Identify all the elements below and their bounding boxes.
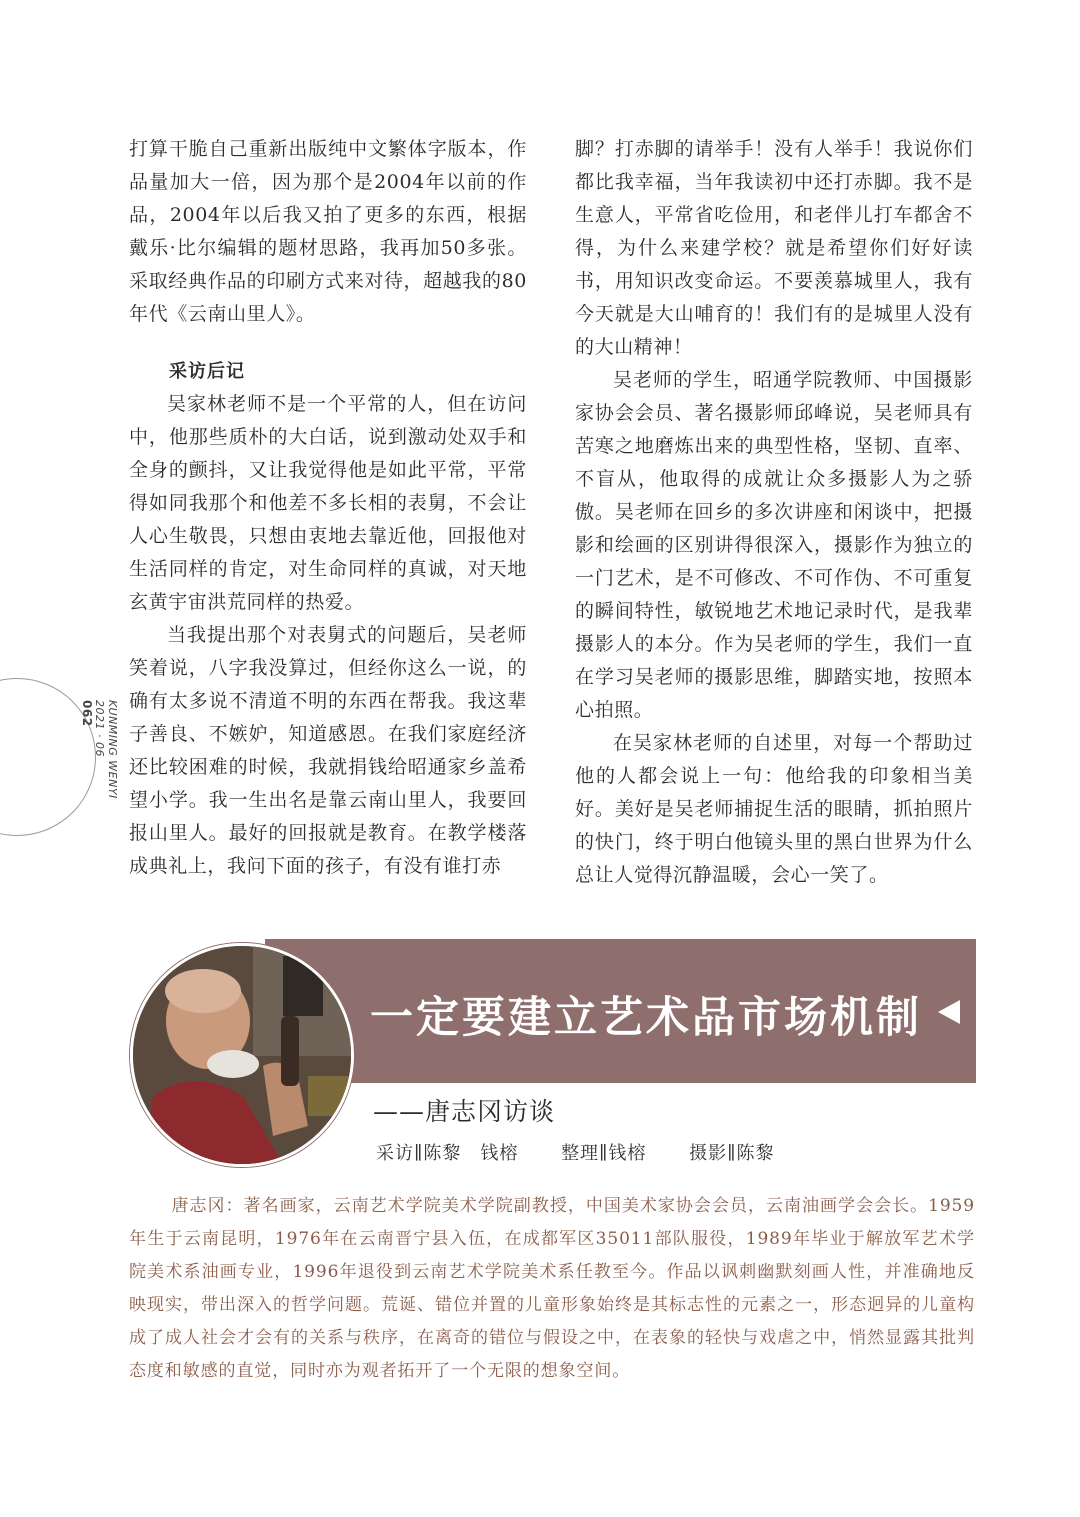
portrait-illustration (133, 946, 351, 1164)
credits-line (376, 1139, 810, 1165)
paragraph: 吴家林老师不是一个平常的人，但在访问中，他那些质朴的大白话，说到激动处双手和全身的颤抖，又让我觉得他是如此平常，平常得如同我那个和他差不多长相的表舅，不会让人心生敬畏，只想由衷地去靠近他，回报他对生活同样的肯定，对生命同样的真诚，对天地玄黄宇宙洪荒同样的热爱。 (129, 393, 527, 613)
section-heading: 采访后记 (169, 361, 245, 382)
bio-paragraph: 唐志冈：著名画家，云南艺术学院美术学院副教授，中国美术家协会会员，云南油画学会会长。1959年生于云南昆明，1976年在云南晋宁县入伍，在成都军区35011部队服役，1989年毕业于解放军艺术学院美术系油画专业，1996年退役到云南艺术学院美术系任教至今。作品以讽刺幽默刻画人性，并准确地反映现实，带出深入的哲学问题。荒诞、错位并置的儿童形象始终是其标志性的元素之一，形态迥异的儿童构成了成人社会才会有的关系与秩序，在离奇的错位与假设之中，在表象的轻快与戏虐之中，悄然显露其批判态度和敏感的直觉，同时亦为观者拓开了一个无限的想象空间。 (129, 1196, 975, 1381)
page-badge-text (80, 700, 119, 799)
play-left-arrow-icon (938, 1000, 960, 1024)
paragraph: 吴老师的学生，昭通学院教师、中国摄影家协会会员、著名摄影师邱峰说，吴老师具有苦寒之地磨炼出来的典型性格，坚韧、直率、不盲从，他取得的成就让众多摄影人为之骄傲。吴老师在回乡的多次讲座和闲谈中，把摄影和绘画的区别讲得很深入，摄影作为独立的一门艺术，是不可修改、不可作伪、不可重复的瞬间特性，敏锐地艺术地记录时代，是我辈摄影人的本分。作为吴老师的学生，我们一直在学习吴老师的摄影思维，脚踏实地，按照本心拍照。 (575, 369, 973, 721)
credit-interview: 采访∥陈黎 钱榕 (376, 1143, 519, 1164)
credit-photography: 摄影∥陈黎 (689, 1143, 775, 1164)
paragraph: 打算干脆自己重新出版纯中文繁体字版本，作品量加大一倍，因为那个是2004年以前的作品，2004年以后我又拍了更多的东西，根据戴乐·比尔编辑的题材思路，我再加50多张。采取经典作品的印刷方式来对待，超越我的80年代《云南山里人》。 (129, 138, 527, 325)
magazine-name: KUNMING WENYI (106, 700, 119, 799)
credit-editing: 整理∥钱榕 (561, 1143, 647, 1164)
portrait-photo (130, 943, 354, 1167)
paragraph: 当我提出那个对表舅式的问题后，吴老师笑着说，八字我没算过，但经你这么一说，的确有太多说不清道不明的东西在帮我。我这辈子善良、不嫉妒，知道感恩。在我们家庭经济还比较困难的时候，我就捐钱给昭通家乡盖希望小学。我一生出名是靠云南山里人，我要回报山里人。最好的回报就是教育。在教学楼落成典礼上，我问下面的孩子，有没有谁打赤 (129, 624, 527, 877)
paragraph: 脚？打赤脚的请举手！没有人举手！我说你们都比我幸福，当年我读初中还打赤脚。我不是生意人，平常省吃俭用，和老伴儿打车都舍不得，为什么来建学校？就是希望你们好好读书，用知识改变命运。不要羡慕城里人，我有今天就是大山哺育的！我们有的是城里人没有的大山精神！ (575, 138, 973, 358)
paragraph: 在吴家林老师的自述里，对每一个帮助过他的人都会说上一句：他给我的印象相当美好。美好是吴老师捕捉生活的眼睛，抓拍照片的快门，终于明白他镜头里的黑白世界为什么总让人觉得沉静温暖，会心一笑了。 (575, 732, 973, 886)
author-bio (129, 1190, 975, 1388)
page-number: 062 (80, 700, 94, 727)
right-column (575, 133, 973, 892)
article-subtitle: ——唐志冈访谈 (373, 1097, 556, 1126)
issue-date: 2021 · 06 (93, 700, 106, 757)
left-column (129, 133, 527, 883)
article-title: 一定要建立艺术品市场机制 (370, 993, 922, 1043)
